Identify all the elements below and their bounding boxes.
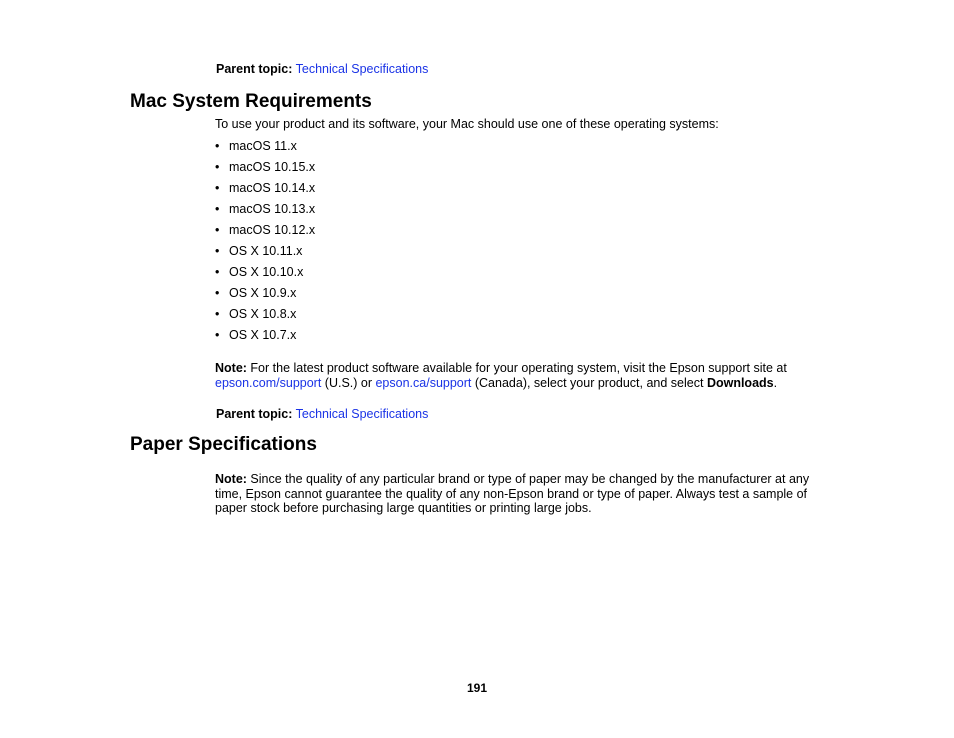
mac-note: Note: For the latest product software available for your operating system, visit the Epson support site at epson.com/support (U.S.) or epson.ca/support (Canada), select your product, and select Downloads. bbox=[215, 361, 787, 390]
list-item: • macOS 10.13.x bbox=[215, 202, 316, 216]
page-number: 191 bbox=[466, 681, 488, 695]
epson-ca-support-link[interactable]: epson.ca/support bbox=[375, 375, 472, 390]
paper-specifications-heading: Paper Specifications bbox=[130, 434, 317, 455]
list-item: • macOS 10.12.x bbox=[215, 223, 316, 237]
note-label: Note: bbox=[215, 472, 247, 486]
parent-topic-label: Parent topic: bbox=[216, 407, 293, 421]
list-item: • OS X 10.8.x bbox=[215, 307, 297, 321]
list-item: • macOS 11.x bbox=[215, 139, 297, 153]
parent-topic-top bbox=[216, 62, 428, 77]
epson-us-support-link[interactable]: epson.com/support bbox=[215, 375, 322, 390]
downloads-label: Downloads bbox=[706, 375, 774, 390]
paper-note: Note: Since the quality of any particular brand or type of paper may be changed by the manufacturer at any time, Epson cannot guarantee the quality of any non-Epson brand or type of paper. Always test a sample of paper stock before purchasing large quantities or printing large jobs. bbox=[215, 472, 810, 515]
list-item: • OS X 10.10.x bbox=[215, 265, 304, 279]
parent-topic-label: Parent topic: bbox=[216, 62, 293, 76]
parent-topic-mac bbox=[216, 407, 428, 422]
parent-topic-link[interactable]: Technical Specifications bbox=[295, 62, 429, 76]
parent-topic-link[interactable]: Technical Specifications bbox=[295, 407, 429, 421]
mac-intro-text: To use your product and its software, your Mac should use one of these operating systems: bbox=[215, 117, 719, 131]
list-item: • OS X 10.7.x bbox=[215, 328, 297, 342]
mac-requirements-heading: Mac System Requirements bbox=[130, 91, 372, 112]
list-item: • macOS 10.15.x bbox=[215, 160, 316, 174]
os-list bbox=[215, 138, 315, 348]
list-item: • OS X 10.11.x bbox=[215, 244, 303, 258]
note-label: Note: bbox=[215, 361, 247, 375]
list-item: • macOS 10.14.x bbox=[215, 181, 316, 195]
list-item: • OS X 10.9.x bbox=[215, 286, 297, 300]
